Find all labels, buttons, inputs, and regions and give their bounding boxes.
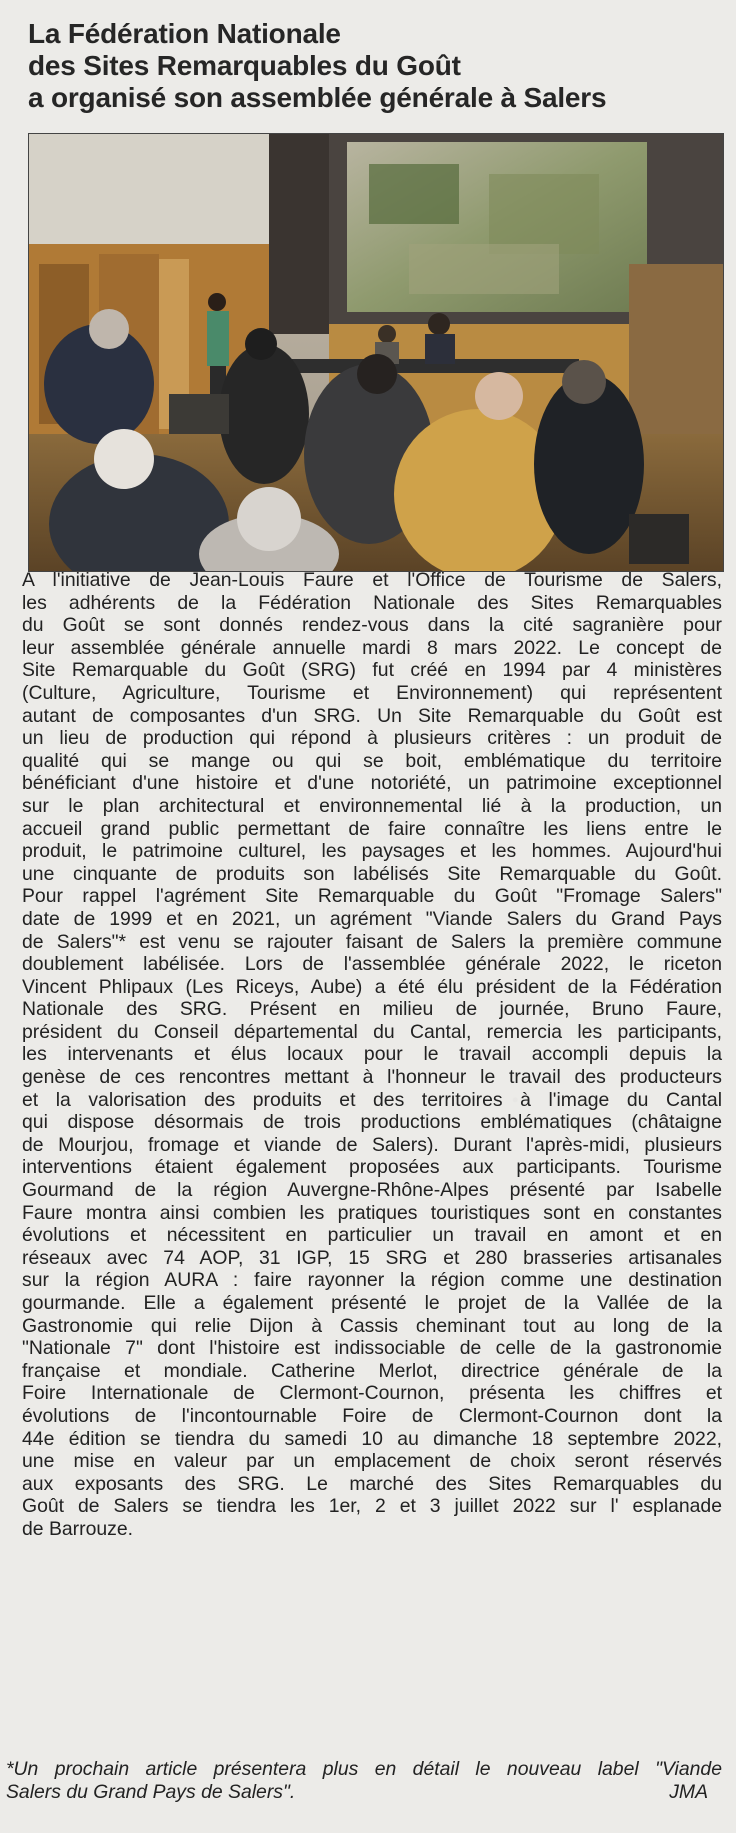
body-line: Pour rappel l'agrément Site Remarquable du Goût "Fromage Salers" — [22, 885, 722, 908]
body-line: et la valorisation des produits et des territoires à l'image du Cantal — [22, 1088, 722, 1111]
body-line: de Barrouze. — [22, 1517, 134, 1540]
body-line: Nationale des SRG. Présent en milieu de journée, Bruno Faure, — [22, 998, 722, 1021]
body-line: date de 1999 et en 2021, un agrément "Viande Salers du Grand Pays — [22, 907, 722, 930]
body-line: 44e édition se tiendra du samedi 10 au dimanche 18 septembre 2022, — [22, 1427, 722, 1450]
headline-line: des Sites Remarquables du Goût — [28, 50, 461, 81]
body-line: produit, le patrimoine culturel, les paysages et les hommes. Aujourd'hui — [22, 840, 722, 863]
body-line: une mise en valeur par un emplacement de choix seront réservés — [22, 1450, 722, 1473]
body-line: président du Conseil départemental du Cantal, remercia les participants, — [22, 1020, 722, 1043]
body-line: sur le plan architectural et environnemental lié à la production, un — [22, 794, 722, 817]
body-line: interventions étaient également proposées aux participants. Tourisme — [22, 1156, 722, 1179]
body-line: les adhérents de la Fédération Nationale des Sites Remarquables — [22, 591, 722, 614]
body-line: Faure montra ainsi combien les pratiques touristiques sont en constantes — [22, 1201, 722, 1224]
body-line: Vincent Phlipaux (Les Riceys, Aube) a été élu président de la Fédération — [22, 975, 722, 998]
body-line: Foire Internationale de Clermont-Cournon, présenta les chiffres et — [22, 1382, 722, 1405]
body-line: aux exposants des SRG. Le marché des Sites Remarquables du — [22, 1472, 722, 1495]
body-line: évolutions de l'incontournable Foire de Clermont-Cournon dont la — [22, 1404, 722, 1427]
body-line: sur la région AURA : faire rayonner la région comme une destination — [22, 1269, 722, 1292]
footnote-line: Salers du Grand Pays de Salers". — [6, 1780, 296, 1803]
body-line: qualité qui se mange ou qui se boit, emblématique du territoire — [22, 749, 722, 772]
body-line: réseaux avec 74 AOP, 31 IGP, 15 SRG et 280 brasseries artisanales — [22, 1246, 722, 1269]
body-line: (Culture, Agriculture, Tourisme et Environnement) qui représentent — [22, 681, 722, 704]
body-line: Gourmand de la région Auvergne-Rhône-Alpes présenté par Isabelle — [22, 1179, 722, 1202]
headline-line: La Fédération Nationale — [28, 18, 341, 49]
body-line: Site Remarquable du Goût (SRG) fut créé en 1994 par 4 ministères — [22, 659, 722, 682]
article-footnote — [6, 1758, 722, 1803]
body-line: française et mondiale. Catherine Merlot, directrice générale de la — [22, 1359, 722, 1382]
body-line: A l'initiative de Jean-Louis Faure et l'Office de Tourisme de Salers, — [22, 569, 722, 591]
body-line: les intervenants et élus locaux pour le travail accompli depuis la — [22, 1043, 722, 1066]
body-line: Goût de Salers se tiendra les 1er, 2 et 3 juillet 2022 sur l' esplanade — [22, 1495, 722, 1518]
body-line: genèse de ces rencontres mettant à l'honneur le travail des producteurs — [22, 1066, 722, 1089]
body-line: Gastronomie qui relie Dijon à Cassis cheminant tout au long de la — [22, 1314, 722, 1337]
body-line: "Nationale 7" dont l'histoire est indissociable de celle de la gastronomie — [22, 1337, 722, 1360]
body-line: doublement labélisée. Lors de l'assemblée générale 2022, le riceton — [22, 953, 722, 976]
article-headline — [28, 18, 718, 114]
body-line: qui dispose désormais de trois productions emblématiques (châtaigne — [22, 1111, 722, 1134]
body-line: autant de composantes d'un SRG. Un Site Remarquable du Goût est — [22, 704, 722, 727]
article-photo — [28, 133, 724, 572]
body-line: de Salers"* est venu se rajouter faisant de Salers la première commune — [22, 930, 722, 953]
body-line: une cinquante de produits son labélisés Site Remarquable du Goût. — [22, 862, 722, 885]
body-line: accueil grand public permettant de faire connaître les liens entre le — [22, 817, 722, 840]
body-line: bénéficiant d'une histoire et d'une notoriété, un patrimoine exceptionnel — [22, 772, 722, 795]
headline-line: a organisé son assemblée générale à Salers — [28, 82, 607, 113]
body-line: un lieu de production qui répond à plusieurs critères : un produit de — [22, 727, 722, 750]
footnote-line: *Un prochain article présentera plus en détail le nouveau label "Viande — [6, 1758, 722, 1780]
meeting-photo-icon — [29, 134, 723, 571]
article-body — [22, 569, 722, 1541]
body-line: leur assemblée générale annuelle mardi 8 mars 2022. Le concept de — [22, 636, 722, 659]
body-line: gourmande. Elle a également présenté le projet de la Vallée de la — [22, 1292, 722, 1314]
body-line: du Goût se sont donnés rendez-vous dans la cité sagranière pour — [22, 614, 722, 637]
author-signature: JMA — [669, 1781, 708, 1803]
body-line: de Mourjou, fromage et viande de Salers). Durant l'après-midi, plusieurs — [22, 1133, 722, 1156]
body-line: évolutions et nécessitent en particulier un travail en amont et en — [22, 1224, 722, 1247]
